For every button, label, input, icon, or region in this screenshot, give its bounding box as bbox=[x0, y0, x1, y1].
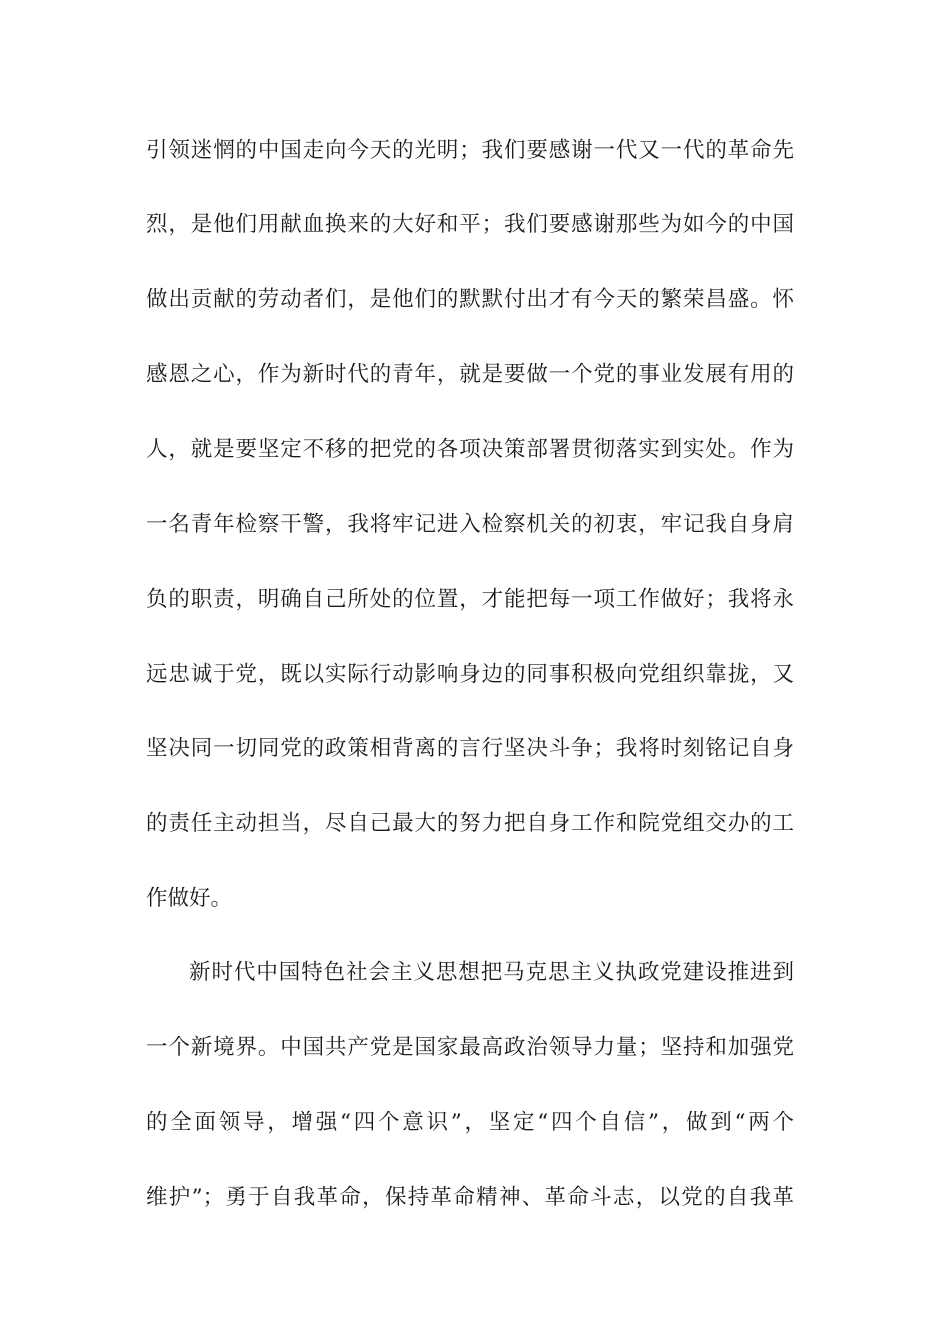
text-line: 维护”；勇于自我革命，保持革命精神、革命斗志，以党的自我革 bbox=[146, 1185, 794, 1210]
text-line: 一个新境界。中国共产党是国家最高政治领导力量；坚持和加强党 bbox=[146, 1035, 794, 1060]
paragraph-1-line-1 bbox=[0, 131, 950, 171]
text-line: 负的职责，明确自己所处的位置，才能把每一项工作做好；我将永 bbox=[146, 587, 794, 612]
paragraph-2-line-2 bbox=[0, 1028, 950, 1068]
text-line: 感恩之心，作为新时代的青年，就是要做一个党的事业发展有用的 bbox=[146, 362, 794, 387]
text-line: 人，就是要坚定不移的把党的各项决策部署贯彻落实到实处。作为 bbox=[146, 437, 794, 462]
paragraph-1-line-7 bbox=[0, 580, 950, 620]
paragraph-1-line-11 bbox=[0, 879, 950, 919]
paragraph-2-line-4 bbox=[0, 1178, 950, 1218]
text-line: 作做好。 bbox=[146, 886, 233, 911]
paragraph-1-line-2 bbox=[0, 205, 950, 245]
text-line: 引领迷惘的中国走向今天的光明；我们要感谢一代又一代的革命先 bbox=[146, 138, 794, 163]
paragraph-1-line-5 bbox=[0, 430, 950, 470]
paragraph-1-line-10 bbox=[0, 804, 950, 844]
paragraph-1-line-6 bbox=[0, 505, 950, 545]
text-line: 做出贡献的劳动者们，是他们的默默付出才有今天的繁荣昌盛。怀 bbox=[146, 287, 794, 312]
text-line: 一名青年检察干警，我将牢记进入检察机关的初衷，牢记我自身肩 bbox=[146, 512, 794, 537]
paragraph-2-line-3 bbox=[0, 1103, 950, 1143]
paragraph-1-line-8 bbox=[0, 655, 950, 695]
text-line: 的全面领导，增强“四个意识”，坚定“四个自信”，做到“两个 bbox=[146, 1110, 794, 1135]
paragraph-1-line-4 bbox=[0, 355, 950, 395]
text-line: 的责任主动担当，尽自己最大的努力把自身工作和院党组交办的工 bbox=[146, 811, 794, 836]
paragraph-1-line-3 bbox=[0, 280, 950, 320]
paragraph-2-line-1 bbox=[0, 953, 950, 993]
text-line: 坚决同一切同党的政策相背离的言行坚决斗争；我将时刻铭记自身 bbox=[146, 736, 794, 761]
text-line: 远忠诚于党，既以实际行动影响身边的同事积极向党组织靠拢，又 bbox=[146, 662, 794, 687]
text-line: 新时代中国特色社会主义思想把马克思主义执政党建设推进到 bbox=[189, 960, 794, 985]
paragraph-1-line-9 bbox=[0, 729, 950, 769]
text-line: 烈，是他们用献血换来的大好和平；我们要感谢那些为如今的中国 bbox=[146, 212, 794, 237]
